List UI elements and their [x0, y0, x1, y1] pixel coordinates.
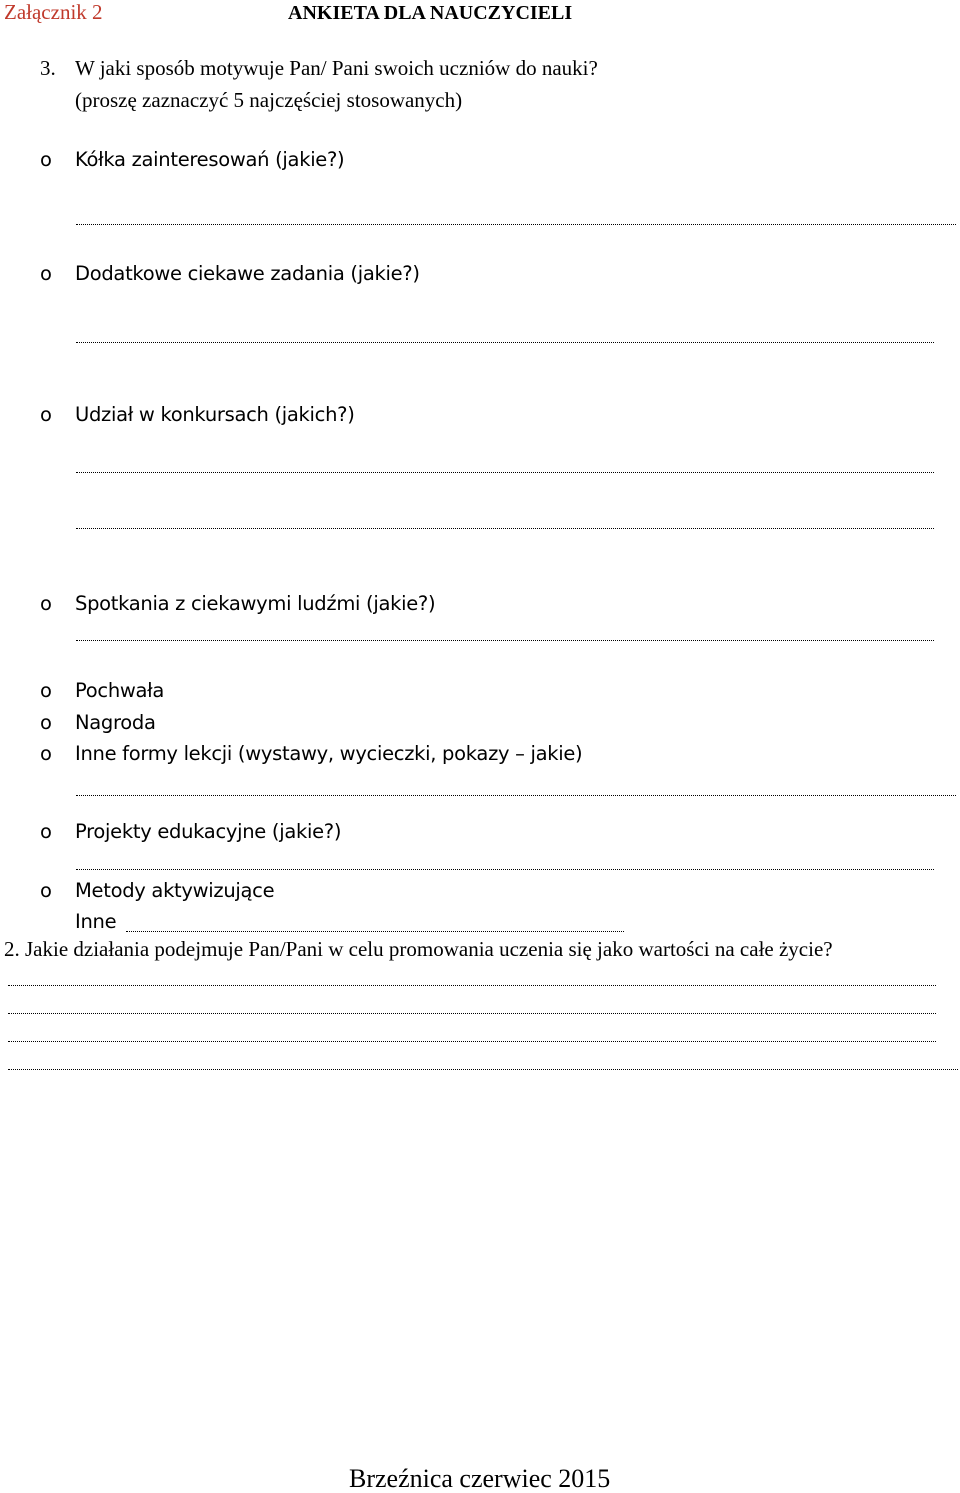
option-extra-tasks: Dodatkowe ciekawe zadania (jakie?): [75, 262, 420, 285]
bullet-marker: o: [40, 592, 52, 615]
answer-line[interactable]: [76, 342, 934, 343]
footer-place-date: Brzeźnica czerwiec 2015: [349, 1464, 611, 1493]
answer-line[interactable]: [8, 1041, 936, 1042]
option-reward: Nagroda: [75, 711, 156, 734]
answer-line[interactable]: [8, 1069, 958, 1070]
bullet-marker: o: [40, 148, 52, 171]
bullet-marker: o: [40, 742, 52, 765]
option-other-lesson-forms: Inne formy lekcji (wystawy, wycieczki, pokazy – jakie): [75, 742, 583, 765]
bullet-marker: o: [40, 403, 52, 426]
answer-line[interactable]: [8, 1013, 936, 1014]
question-3-hint: (proszę zaznaczyć 5 najczęściej stosowanych): [75, 88, 463, 112]
bullet-marker: o: [40, 711, 52, 734]
bullet-marker: o: [40, 262, 52, 285]
option-competitions: Udział w konkursach (jakich?): [75, 403, 355, 426]
bullet-marker: o: [40, 679, 52, 702]
answer-line[interactable]: [76, 224, 956, 225]
bullet-marker: o: [40, 820, 52, 843]
option-edu-projects: Projekty edukacyjne (jakie?): [75, 820, 342, 843]
survey-title: ANKIETA DLA NAUCZYCIELI: [288, 2, 573, 24]
attachment-label: Załącznik 2: [4, 0, 103, 24]
option-other-label: Inne: [75, 910, 117, 933]
answer-line[interactable]: [76, 528, 934, 529]
question-2-text: 2. Jakie działania podejmuje Pan/Pani w celu promowania uczenia się jako wartości na całe życie?: [4, 937, 833, 961]
option-interest-clubs: Kółka zainteresowań (jakie?): [75, 148, 345, 171]
option-active-methods: Metody aktywizujące: [75, 879, 275, 902]
answer-line[interactable]: [126, 931, 624, 932]
option-praise: Pochwała: [75, 679, 165, 702]
answer-line[interactable]: [76, 795, 956, 796]
answer-line[interactable]: [76, 472, 934, 473]
answer-line[interactable]: [76, 869, 934, 870]
option-meetings: Spotkania z ciekawymi ludźmi (jakie?): [75, 592, 436, 615]
answer-line[interactable]: [8, 985, 936, 986]
question-3-number: 3.: [40, 56, 56, 80]
answer-line[interactable]: [76, 640, 934, 641]
question-3-text: W jaki sposób motywuje Pan/ Pani swoich uczniów do nauki?: [75, 56, 598, 80]
bullet-marker: o: [40, 879, 52, 902]
